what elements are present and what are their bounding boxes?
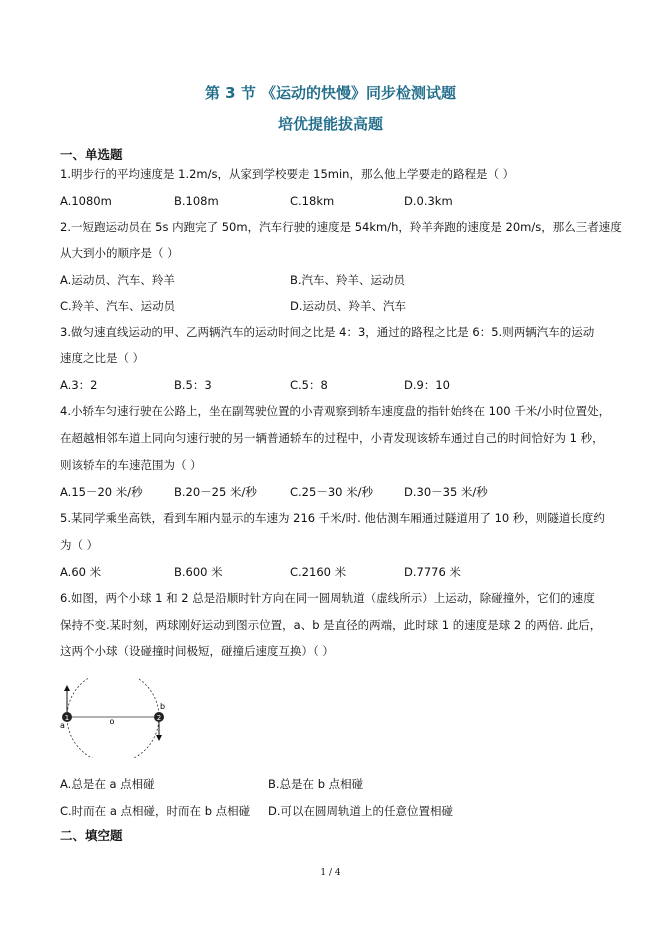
- center-o-label: o: [109, 717, 115, 726]
- point-a-label: a: [60, 721, 65, 730]
- q5-option-d: D.7776 米: [404, 565, 461, 579]
- q6-option-a: A.总是在 a 点相碰: [60, 777, 155, 791]
- page-title: 第 3 节 《运动的快慢》同步检测试题: [204, 84, 457, 102]
- question-6-stem-line2: 保持不变.某时刻，两球刚好运动到图示位置，a、b 是直径的两端，此时球 1 的速度是球 2 的两倍. 此后，: [60, 618, 602, 632]
- q5-option-c: C.2160 米: [290, 565, 347, 579]
- q5-option-b: B.600 米: [174, 565, 223, 579]
- question-5-stem-line2: 为（ ）: [60, 538, 99, 552]
- q6-option-d: D.可以在圆周轨道上的任意位置相碰: [268, 804, 454, 818]
- question-6-stem-line1: 6.如图，两个小球 1 和 2 总是沿顺时针方向在同一圆周轨道（虚线所示）上运动，除碰撞外，它们的速度: [60, 591, 595, 605]
- question-2-stem-line2: 从大到小的顺序是（ ）: [60, 246, 179, 260]
- page-subtitle: 培优提能拔高题: [277, 115, 383, 133]
- question-3-stem-line1: 3.做匀速直线运动的甲、乙两辆汽车的运动时间之比是 4：3，通过的路程之比是 6：5.则两辆汽车的运动: [60, 325, 595, 339]
- point-b-label: b: [160, 702, 166, 711]
- question-1-stem: 1.明步行的平均速度是 1.2m/s，从家到学校要走 15min，那么他上学要走的路程是（ ）: [60, 167, 515, 181]
- question-4-stem-line2: 在超越相邻车道上同向匀速行驶的另一辆普通轿车的过程中，小青发现该轿车通过自己的时间恰好为 1 秒，: [60, 431, 604, 445]
- q4-option-a: A.15－20 米/秒: [60, 485, 143, 499]
- q2-option-a: A.运动员、汽车、羚羊: [60, 273, 175, 287]
- q3-option-b: B.5：3: [174, 378, 212, 392]
- q1-option-b: B.108m: [174, 194, 219, 208]
- question-4-stem-line3: 则该轿车的车速范围为（ ）: [60, 458, 202, 472]
- q1-option-c: C.18km: [290, 194, 335, 208]
- q4-option-d: D.30－35 米/秒: [404, 485, 488, 499]
- q2-option-d: D.运动员、羚羊、汽车: [290, 299, 407, 313]
- q1-option-a: A.1080m: [60, 194, 112, 208]
- question-3-stem-line2: 速度之比是（ ）: [60, 351, 145, 365]
- section-heading-single-choice: 一、单选题: [60, 147, 123, 162]
- q2-option-c: C.羚羊、汽车、运动员: [60, 299, 176, 313]
- ball-1-label: 1: [64, 714, 70, 722]
- q5-option-a: A.60 米: [60, 565, 102, 579]
- question-4-stem-line1: 4.小轿车匀速行驶在公路上，坐在副驾驶位置的小青观察到轿车速度盘的指针始终在 100 千米/小时位置处，: [60, 404, 611, 418]
- question-6-stem-line3: 这两个小球（设碰撞时间极短，碰撞后速度互换）（ ）: [60, 644, 334, 658]
- page-number: 1 / 4: [320, 868, 341, 878]
- question-5-stem-line1: 5.某同学乘坐高铁，看到车厢内显示的车速为 216 千米/时. 他估测车厢通过隧道用了 10 秒，则隧道长度约: [60, 511, 605, 525]
- q3-option-d: D.9：10: [404, 378, 450, 392]
- section-heading-fill-in: 二、填空题: [60, 828, 123, 843]
- q6-option-c: C.时而在 a 点相碰，时而在 b 点相碰: [60, 804, 251, 818]
- question-2-stem-line1: 2.一短跑运动员在 5s 内跑完了 50m，汽车行驶的速度是 54km/h，羚羊奔跑的速度是 20m/s，那么三者速度: [60, 220, 622, 234]
- q6-option-b: B.总是在 b 点相碰: [268, 777, 364, 791]
- q3-option-a: A.3：2: [60, 378, 98, 392]
- circular-track-diagram: [50, 678, 180, 758]
- q3-option-c: C.5：8: [290, 378, 328, 392]
- q1-option-d: D.0.3km: [404, 194, 453, 208]
- q4-option-b: B.20－25 米/秒: [174, 485, 257, 499]
- q4-option-c: C.25－30 米/秒: [290, 485, 373, 499]
- ball-2-label: 2: [156, 714, 162, 722]
- q2-option-b: B.汽车、羚羊、运动员: [290, 273, 406, 287]
